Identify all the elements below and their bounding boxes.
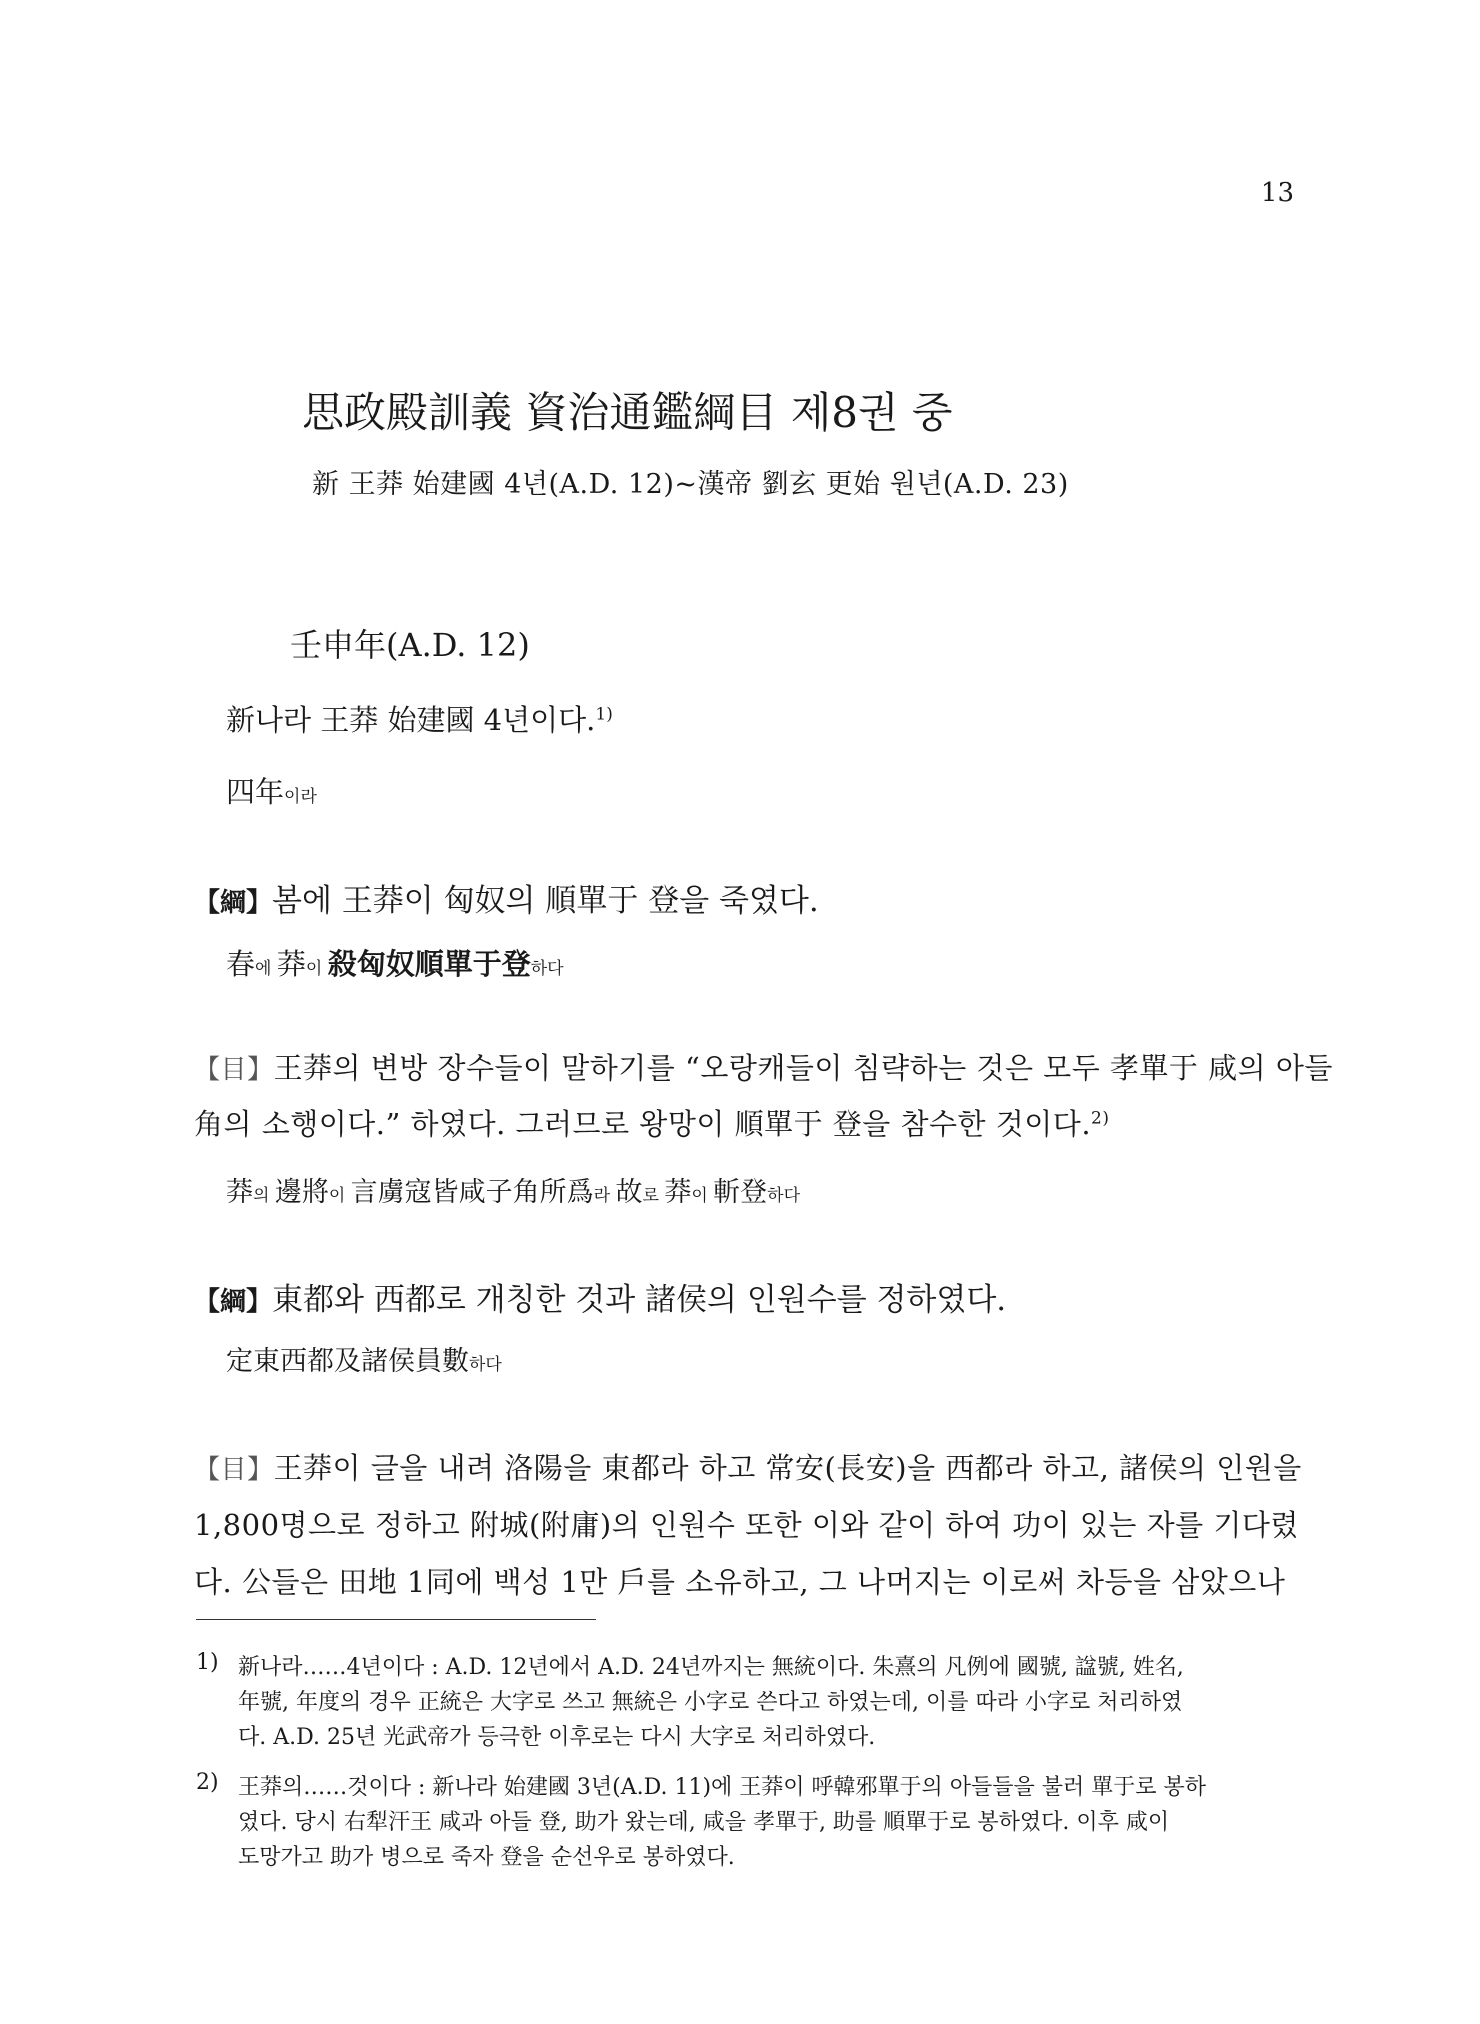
chinese-word: 春 xyxy=(226,947,256,981)
chinese-particle: 라 xyxy=(593,1186,616,1206)
intro-chinese xyxy=(226,770,317,811)
footnote-1-line-2: 年號, 年度의 경우 正統은 大字로 쓰고 無統은 小字로 쓴다고 하였는데, 이를 따라 小字로 처리하였 xyxy=(238,1690,1183,1715)
mok-text: 王莽이 글을 내려 洛陽을 東都라 하고 常安(長安)을 西都라 하고, 諸侯의 인원을 xyxy=(273,1451,1302,1485)
page-title: 思政殿訓義 資治通鑑綱目 제8권 중 xyxy=(302,388,953,437)
chinese-word: 定東西都及諸侯員數 xyxy=(226,1346,469,1377)
footnote-1-line-1: 新나라……4년이다 : A.D. 12년에서 A.D. 24년까지는 無統이다. 朱熹의 凡例에 國號, 諡號, 姓名, xyxy=(238,1655,1184,1680)
mok-text: 王莽의 변방 장수들이 말하기를 “오랑캐들이 침략하는 것은 모두 孝單于 咸의 아들 xyxy=(273,1051,1333,1085)
footnote-divider xyxy=(196,1619,596,1620)
mok-1-line-2 xyxy=(194,1102,1110,1143)
footnote-ref-1: 1) xyxy=(595,704,613,725)
mok-2-line-2 xyxy=(194,1503,1299,1544)
intro-korean-text: 新나라 王莽 始建國 4년이다. xyxy=(226,703,596,737)
page-subtitle: 新 王莽 始建國 4년(A.D. 12)~漢帝 劉玄 更始 원년(A.D. 23) xyxy=(312,469,1069,500)
footnote-2-line-3: 도망가고 助가 병으로 죽자 登을 순선우로 봉하였다. xyxy=(238,1845,735,1870)
footnote-2-num: 2) xyxy=(196,1770,219,1795)
footnote-2-line-1: 王莽의……것이다 : 新나라 始建國 3년(A.D. 11)에 王莽이 呼韓邪單于의 아들들을 불러 單于로 봉하 xyxy=(238,1775,1207,1800)
chinese-particle: 에 xyxy=(255,959,277,979)
mok-1-chinese xyxy=(226,1170,800,1209)
chinese-particle: 이 xyxy=(328,1186,351,1206)
footnote-ref-2: 2) xyxy=(1091,1108,1110,1129)
gang-1 xyxy=(194,875,819,920)
chinese-particle: 의 xyxy=(253,1186,275,1206)
intro-korean xyxy=(226,698,613,739)
intro-chinese-suffix: 이라 xyxy=(284,787,317,807)
gang-label: 【綱】 xyxy=(194,888,273,918)
gang-2-chinese xyxy=(226,1339,502,1378)
chinese-word: 殺匈奴順單于登 xyxy=(327,947,531,981)
chinese-word: 斬登 xyxy=(713,1177,768,1208)
footnote-1-num: 1) xyxy=(196,1650,219,1675)
mok-2-line-3 xyxy=(194,1560,1285,1601)
mok-1-line-1 xyxy=(194,1046,1333,1087)
chinese-particle: 로 xyxy=(642,1186,665,1206)
page-number: 13 xyxy=(1260,178,1294,208)
chinese-word: 莽 xyxy=(226,1177,253,1208)
chinese-word: 邊將 xyxy=(274,1177,329,1208)
intro-chinese-main: 四年 xyxy=(226,775,285,809)
chinese-word: 莽 xyxy=(664,1177,692,1208)
year-heading: 壬申年(A.D. 12) xyxy=(290,626,530,664)
chinese-word: 故 xyxy=(615,1177,643,1208)
mok-text: 1,800명으로 정하고 附城(附庸)의 인원수 또한 이와 같이 하여 功이 있는 자를 기다렸 xyxy=(194,1508,1299,1542)
chinese-particle: 이 xyxy=(691,1186,714,1206)
chinese-particle: 하다 xyxy=(469,1355,502,1375)
chinese-particle: 하다 xyxy=(767,1186,800,1206)
mok-label: 【目】 xyxy=(194,1055,274,1085)
chinese-particle: 이 xyxy=(305,959,328,979)
mok-label: 【目】 xyxy=(194,1455,274,1485)
mok-2-line-1 xyxy=(194,1446,1302,1487)
chinese-word: 莽 xyxy=(276,947,306,981)
mok-text: 다. 公들은 田地 1同에 백성 1만 戶를 소유하고, 그 나머지는 이로써 차등을 삼았으나 xyxy=(194,1565,1286,1599)
gang-text: 봄에 王莽이 匈奴의 順單于 登을 죽였다. xyxy=(272,883,819,919)
footnote-2-line-2: 였다. 당시 右犁汗王 咸과 아들 登, 助가 왔는데, 咸을 孝單于, 助를 順單于로 봉하였다. 이후 咸이 xyxy=(238,1810,1170,1835)
gang-label: 【綱】 xyxy=(194,1287,273,1317)
gang-1-chinese xyxy=(226,942,564,983)
footnote-1-line-3: 다. A.D. 25년 光武帝가 등극한 이후로는 다시 大字로 처리하였다. xyxy=(238,1725,876,1750)
mok-text: 角의 소행이다.” 하였다. 그러므로 왕망이 順單于 登을 참수한 것이다. xyxy=(194,1107,1092,1141)
chinese-word: 言虜寇皆咸子角所爲 xyxy=(350,1177,594,1208)
gang-text: 東都와 西都로 개칭한 것과 諸侯의 인원수를 정하였다. xyxy=(272,1282,1007,1318)
chinese-particle: 하다 xyxy=(530,959,564,979)
gang-2 xyxy=(194,1274,1006,1319)
